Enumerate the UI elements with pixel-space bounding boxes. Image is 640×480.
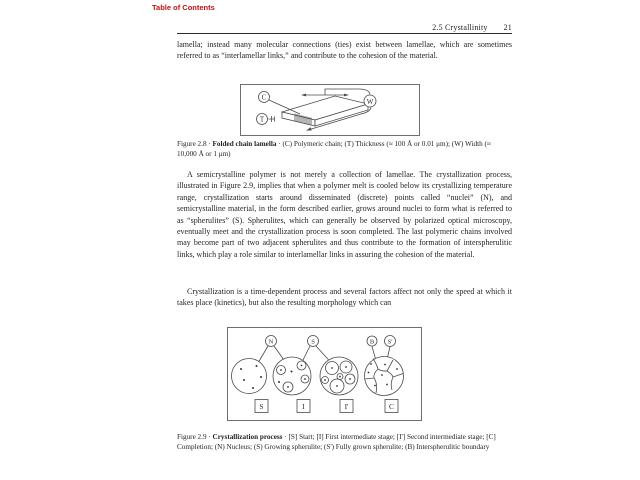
svg-text:N: N bbox=[268, 338, 274, 346]
table-of-contents-link[interactable]: Table of Contents bbox=[152, 3, 215, 12]
label-t: T bbox=[259, 115, 265, 124]
caption-separator: · bbox=[208, 140, 211, 148]
caption-title: Crystallization process bbox=[212, 433, 283, 441]
svg-text:I': I' bbox=[344, 402, 349, 411]
running-header bbox=[177, 23, 512, 32]
caption-separator: · bbox=[284, 433, 287, 441]
svg-text:S: S bbox=[259, 402, 264, 411]
stage-label-second-intermediate bbox=[340, 400, 353, 413]
stage-start-circle bbox=[232, 359, 267, 394]
section-title: 2.5 Crystallinity bbox=[432, 23, 488, 32]
paragraph-crystallization-kinetics: Crystallization is a time-dependent process and several factors affect not only the speed at which it takes place (kinetics), but also the resulting morphology which can bbox=[177, 286, 512, 307]
stage-label-start bbox=[255, 400, 268, 413]
caption-separator: · bbox=[208, 433, 211, 441]
stage-label-completion bbox=[385, 400, 398, 413]
svg-text:B: B bbox=[369, 338, 375, 346]
stage-completion-circle bbox=[365, 357, 404, 396]
figure-2-9-caption bbox=[177, 433, 512, 452]
stage-second-intermediate-circle bbox=[320, 357, 358, 395]
page-number: 21 bbox=[503, 23, 512, 32]
stage-first-intermediate-circle bbox=[273, 357, 311, 395]
figure-2-9-diagram bbox=[227, 327, 422, 421]
figure-2-8-diagram bbox=[240, 84, 420, 136]
caption-body: [S] Start; [I] First intermediate stage; [I'] Second intermediate stage; [C] Completion; (N) Nucleus; (S) Growing spherulite; (S') Fully grown spherulite; (B) Interspherulitic boundary bbox=[177, 433, 496, 451]
svg-text:I: I bbox=[302, 402, 305, 411]
svg-text:S': S' bbox=[387, 338, 393, 346]
caption-prefix: Figure 2.8 bbox=[177, 140, 207, 148]
caption-title: Folded chain lamella bbox=[212, 140, 277, 148]
label-w: W bbox=[366, 97, 374, 106]
figure-2-8-caption bbox=[177, 140, 512, 159]
caption-separator: · bbox=[278, 140, 281, 148]
caption-body: (C) Polymeric chain; (T) Thickness (≈ 100 Å or 0.01 μm); (W) Width (≈ 10,000 Å or 1 μm) bbox=[177, 140, 491, 158]
svg-text:S: S bbox=[311, 338, 315, 346]
label-c: C bbox=[261, 93, 267, 102]
svg-text:C: C bbox=[388, 402, 395, 411]
paragraph-lamella: lamella; instead many molecular connections (ties) exist between lamellae, which are sometimes referred to as “interlamellar links,” and contribute to the cohesion of the material. bbox=[177, 39, 512, 60]
caption-prefix: Figure 2.9 bbox=[177, 433, 207, 441]
stage-label-first-intermediate bbox=[297, 400, 310, 413]
header-rule bbox=[177, 33, 512, 34]
paragraph-semicrystalline: A semicrystalline polymer is not merely a collection of lamellae. The crystallization process, illustrated in Figure 2.9, implies that when a polymer melt is cooled below its crystallizing temperature range, crystallization starts around disseminated (discrete) points called “nuclei” (N), and semicrystalline material, in the form described earlier, grows around nuclei to form what is referred to as “spherulites” (S). Spherulites, which can generally be observed by polarized optical microscopy, eventually meet and the crystallization process is soon completed. The last polymeric chains involved may become part of two adjacent spherulites and thus contribute to the formation of interspherulitic links, which play a role similar to interlamellar links in assuring the cohesion of the material. bbox=[177, 170, 512, 259]
